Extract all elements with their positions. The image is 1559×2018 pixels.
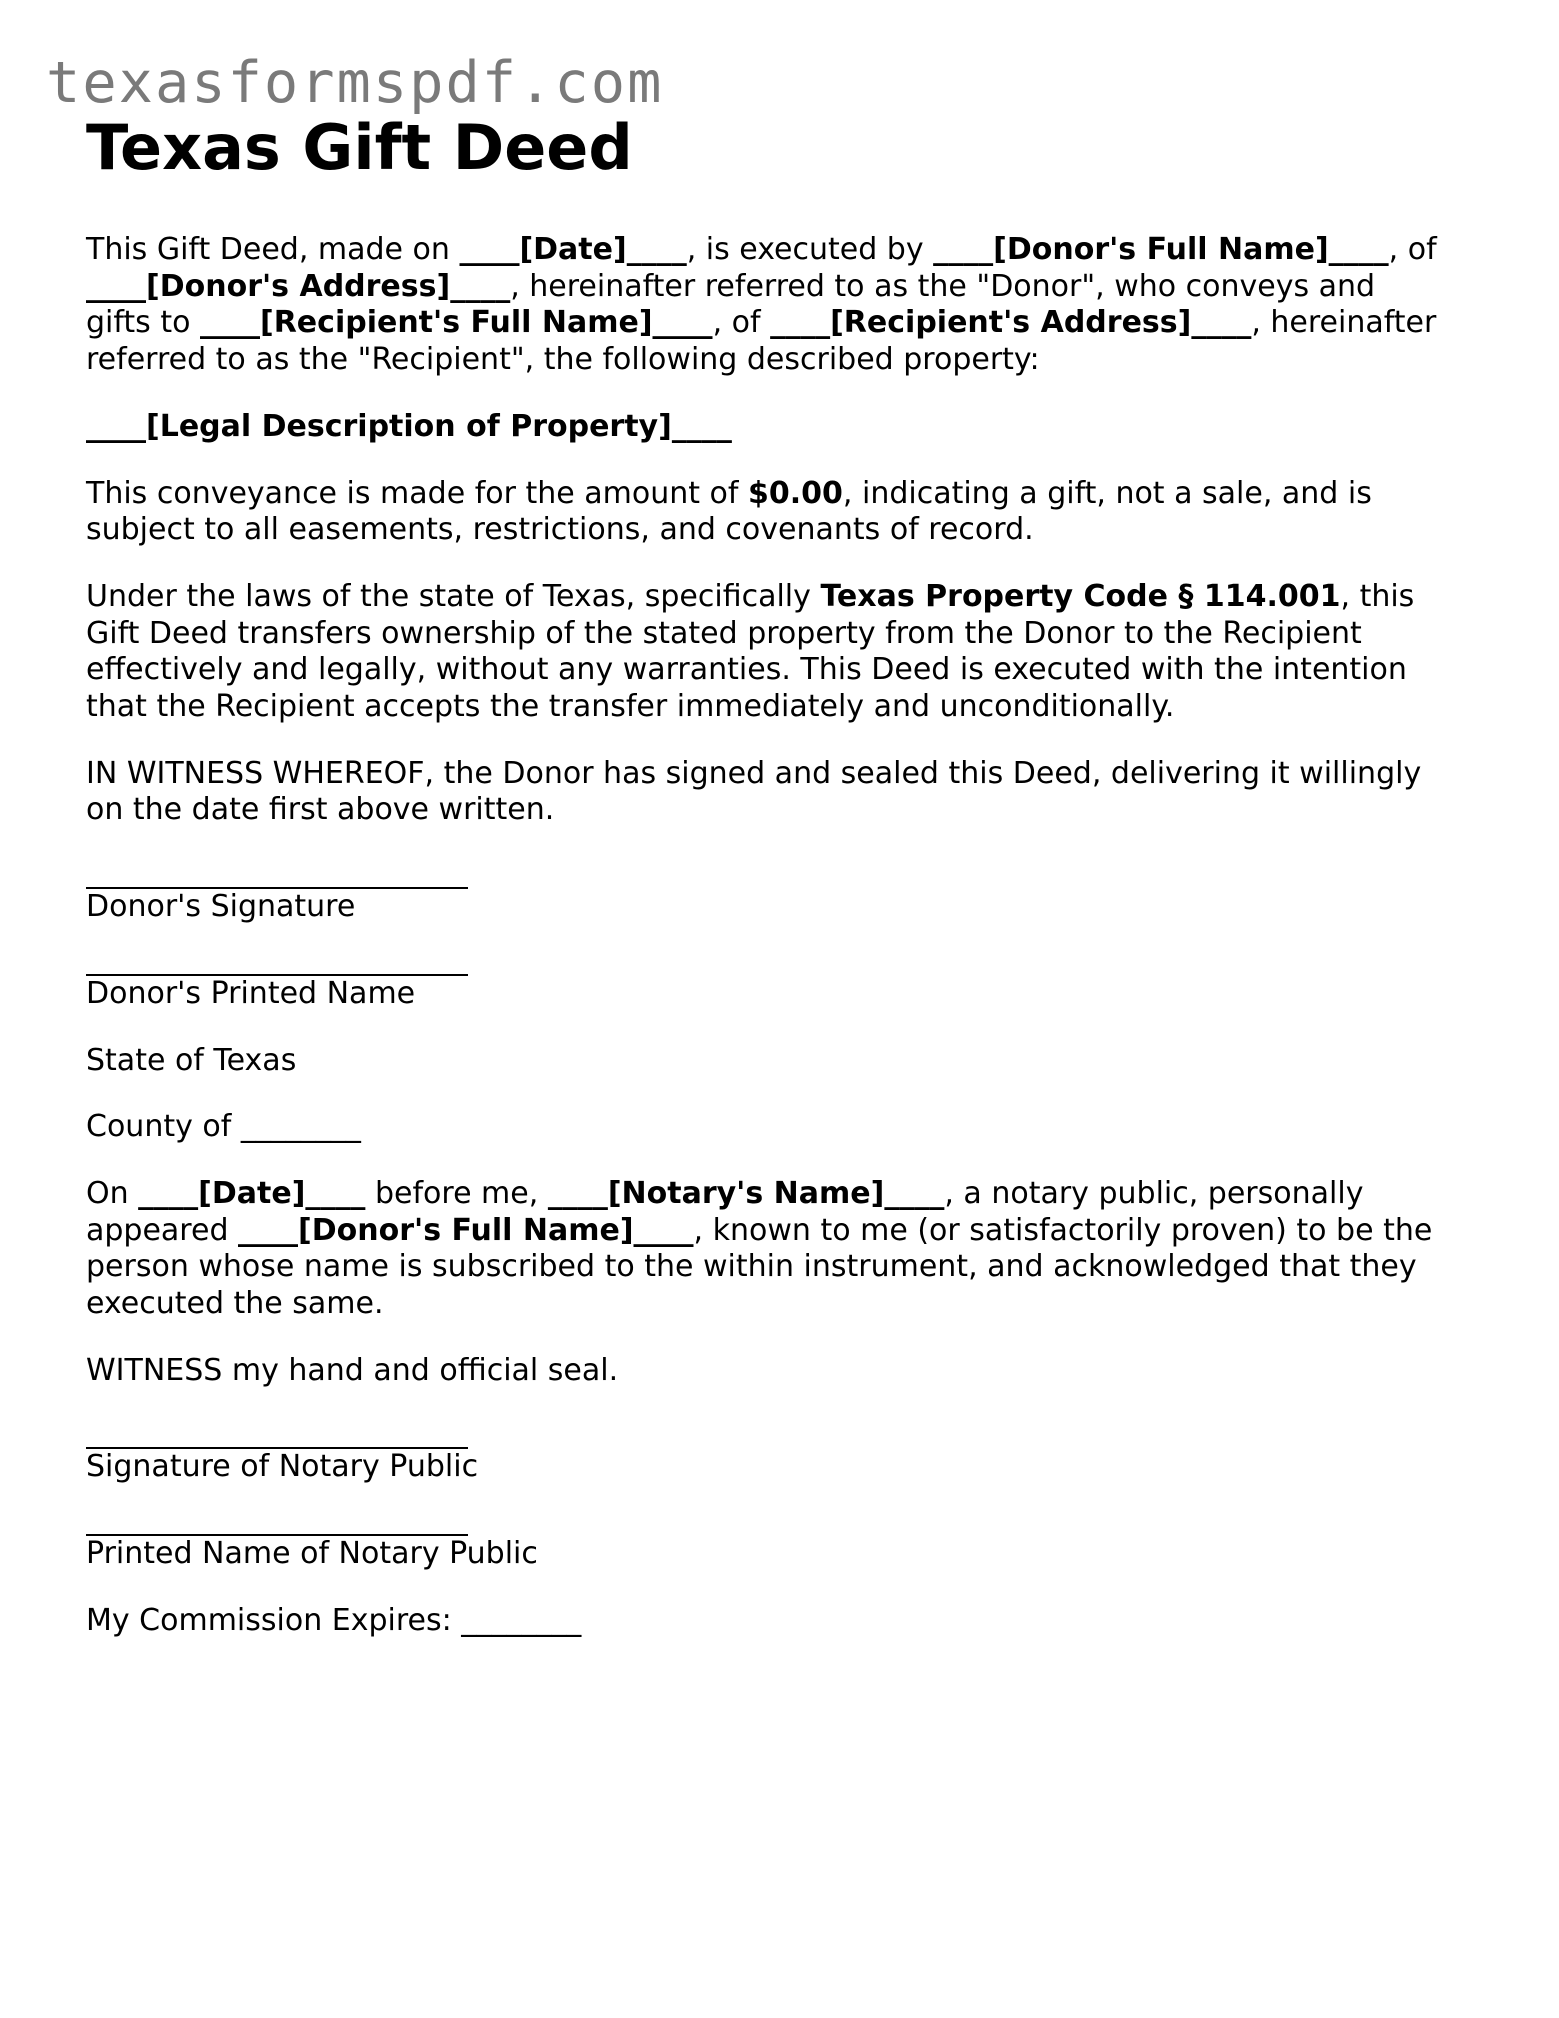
property-code-reference: Texas Property Code § 114.001 <box>820 578 1341 614</box>
recipient-name-placeholder: ____[Recipient's Full Name]____ <box>200 305 713 341</box>
law-line <box>86 579 1486 616</box>
law-paragraph <box>86 579 1486 726</box>
intro-line <box>86 305 1486 342</box>
conveyance-text: This conveyance is made for the amount of <box>86 475 748 511</box>
conveyance-text: , indicating a gift, not a sale, and is <box>842 475 1372 511</box>
intro-text: , is executed by <box>686 232 934 267</box>
conveyance-amount: $0.00 <box>748 475 843 511</box>
donor-printed-name-label: Donor's Printed Name <box>86 975 416 1011</box>
law-line: Gift Deed transfers ownership of the stated property from the Donor to the Recipient <box>86 615 1362 651</box>
commission-expires-line: My Commission Expires: ________ <box>86 1602 582 1638</box>
county-line: County of ________ <box>86 1109 361 1145</box>
intro-line: referred to as the "Recipient", the following described property: <box>86 342 1040 378</box>
notary-line: person whose name is subscribed to the within instrument, and acknowledged that they <box>86 1249 1417 1285</box>
witness-paragraph <box>86 756 1486 829</box>
intro-line <box>86 232 1486 269</box>
law-line: that the Recipient accepts the transfer immediately and unconditionally. <box>86 689 1175 725</box>
notary-printed-name-label: Printed Name of Notary Public <box>86 1536 538 1572</box>
donor-signature-block <box>86 887 1486 926</box>
notary-signature-block <box>86 1447 1486 1486</box>
state-line: State of Texas <box>86 1042 297 1078</box>
witness-hand-line: WITNESS my hand and official seal. <box>86 1352 619 1388</box>
notary-name-placeholder: ____[Notary's Name]____ <box>547 1175 945 1211</box>
notary-text: On <box>86 1175 139 1211</box>
date-placeholder: ____[Date]____ <box>459 232 687 267</box>
intro-line <box>86 269 1486 306</box>
notary-paragraph <box>86 1176 1486 1323</box>
intro-text: , hereinafter <box>1251 305 1437 341</box>
law-line: effectively and legally, without any warranties. This Deed is executed with the intention <box>86 652 1407 688</box>
conveyance-line <box>86 476 1486 513</box>
intro-text: , of <box>712 305 771 341</box>
notary-line <box>86 1176 1486 1213</box>
conveyance-paragraph <box>86 476 1486 549</box>
notary-line: executed the same. <box>86 1286 384 1322</box>
notary-signature-label: Signature of Notary Public <box>86 1449 479 1485</box>
donor-printed-name-block <box>86 974 1486 1013</box>
intro-paragraph <box>86 232 1486 379</box>
law-text: Under the laws of the state of Texas, specifically <box>86 578 821 614</box>
notary-date-placeholder: ____[Date]____ <box>138 1175 366 1211</box>
intro-text: gifts to <box>86 305 200 341</box>
document-body <box>86 108 1486 1640</box>
donor-signature-label: Donor's Signature <box>86 889 356 925</box>
donor-name-placeholder: ____[Donor's Full Name]____ <box>933 232 1389 267</box>
intro-text: , of <box>1388 232 1437 267</box>
notary-printed-name-block <box>86 1534 1486 1573</box>
legal-description-placeholder: ____[Legal Description of Property]____ <box>86 408 732 444</box>
donor-address-placeholder: ____[Donor's Address]____ <box>86 268 511 304</box>
law-text: , this <box>1340 578 1415 614</box>
notary-donor-name-placeholder: ____[Donor's Full Name]____ <box>238 1212 694 1248</box>
intro-text: , hereinafter referred to as the "Donor", who conveys and <box>510 268 1376 304</box>
intro-text: This Gift Deed, made on <box>86 232 460 267</box>
notary-text: , a notary public, personally <box>944 1175 1364 1211</box>
recipient-address-placeholder: ____[Recipient's Address]____ <box>770 305 1252 341</box>
page-title: Texas Gift Deed <box>86 111 633 184</box>
notary-text: before me, <box>365 1175 548 1211</box>
witness-line: on the date first above written. <box>86 792 555 828</box>
notary-text: , known to me (or satisfactorily proven) to be the <box>693 1212 1433 1248</box>
watermark: texasformspdf.com <box>46 50 664 116</box>
conveyance-line: subject to all easements, restrictions, and covenants of record. <box>86 512 1034 548</box>
notary-text: appeared <box>86 1212 239 1248</box>
witness-line: IN WITNESS WHEREOF, the Donor has signed and sealed this Deed, delivering it willingly <box>86 755 1422 791</box>
notary-line <box>86 1213 1486 1250</box>
